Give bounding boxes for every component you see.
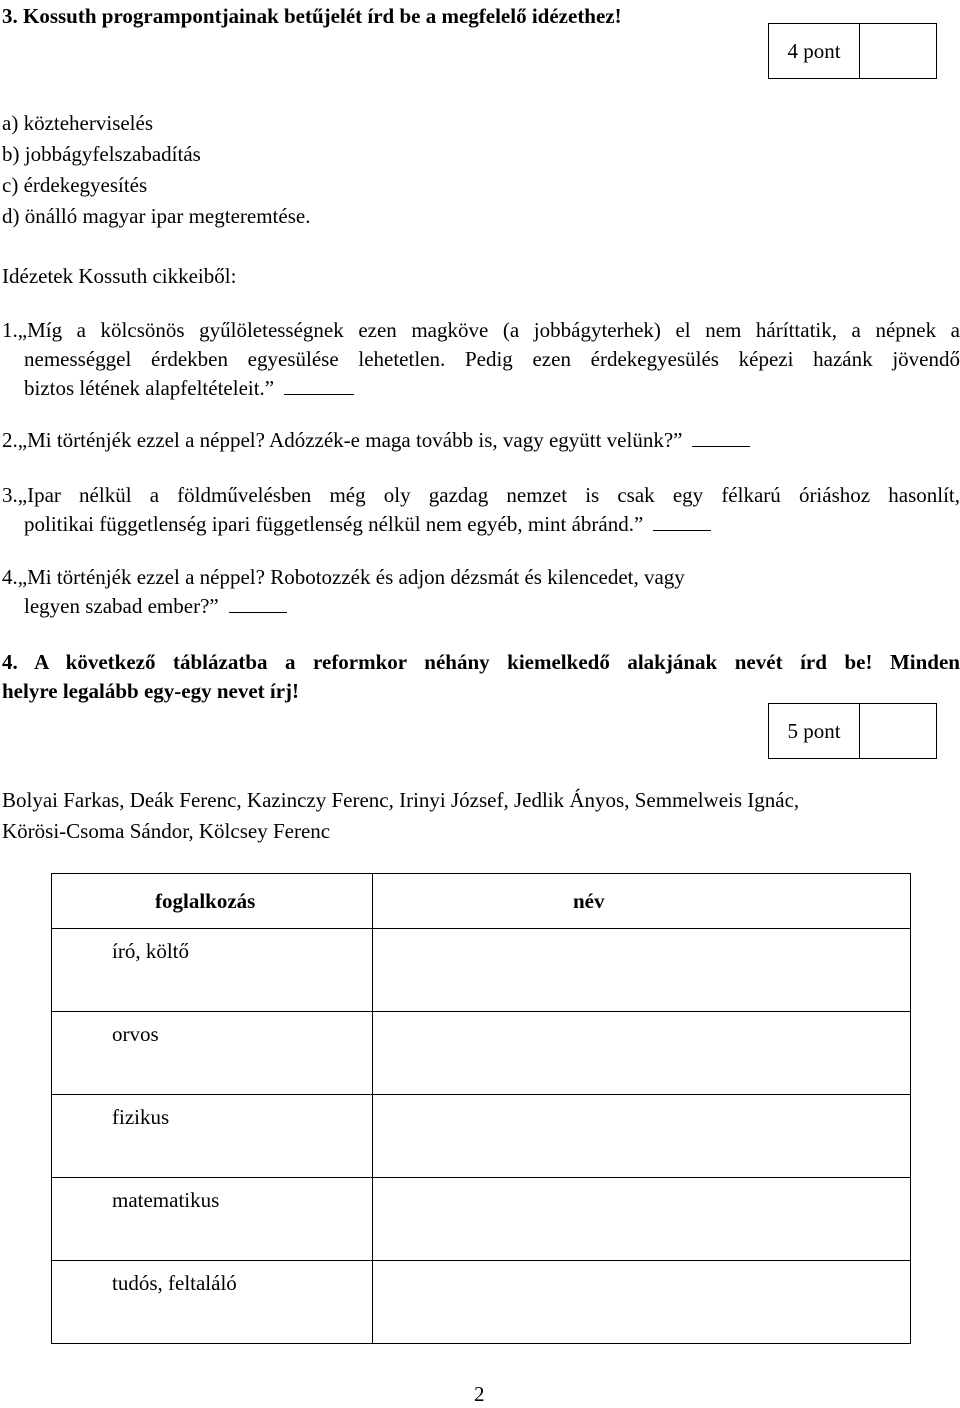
- table-header-occupation: foglalkozás: [52, 874, 373, 929]
- occupation-cell: fizikus: [52, 1095, 373, 1178]
- option-b: b) jobbágyfelszabadítás: [2, 142, 201, 166]
- task4-score-field[interactable]: [860, 704, 936, 758]
- quotes-heading: Idézetek Kossuth cikkeiből:: [2, 264, 237, 288]
- quote-3-line-2-text: politikai függetlenség ipari függetlenség nélkül nem egyéb, mint ábránd.”: [24, 512, 644, 536]
- table-row: [52, 1261, 911, 1344]
- task4-title-line-2: helyre legalább egy-egy nevet írj!: [2, 679, 300, 703]
- option-c: c) érdekegyesítés: [2, 173, 148, 197]
- name-answer-cell[interactable]: [373, 1012, 911, 1095]
- quote-4-line-1: 4.„Mi történjék ezzel a néppel? Robotozzék és adjon dézsmát és kilencedet, vagy: [2, 565, 685, 589]
- name-answer-cell[interactable]: [373, 1261, 911, 1344]
- persons-table: [51, 873, 911, 1344]
- table-header-row: [52, 874, 911, 929]
- name-answer-cell[interactable]: [373, 929, 911, 1012]
- quote-4-line-2-text: legyen szabad ember?”: [24, 594, 219, 618]
- occupation-cell: matematikus: [52, 1178, 373, 1261]
- occupation-cell: orvos: [52, 1012, 373, 1095]
- name-answer-cell[interactable]: [373, 1095, 911, 1178]
- quote-3: [2, 481, 960, 539]
- task3-options: [2, 108, 310, 232]
- page-number: 2: [474, 1382, 485, 1406]
- quote-1-line-1: 1.„Míg a kölcsönös gyűlöletességnek ezen magköve (a jobbágyterhek) el nem háríttatik, a népnek a: [2, 318, 960, 342]
- occupation-cell: tudós, feltaláló: [52, 1261, 373, 1344]
- option-a: a) közteherviselés: [2, 111, 154, 135]
- task4-score-box: [768, 703, 937, 759]
- table-row: [52, 1178, 911, 1261]
- table-row: [52, 1012, 911, 1095]
- table-header-name: név: [373, 874, 911, 929]
- task3-score-box: [768, 23, 937, 79]
- quote-1-line-2: nemességgel érdekben egyesülése lehetetlen. Pedig ezen érdekegyesülés képezi hazánk jövendő: [24, 347, 960, 371]
- quote-4: [2, 563, 685, 621]
- quote-1-line-3-text: biztos létének alapfeltételeit.”: [24, 376, 275, 400]
- task4-title-line-1: 4. A következő táblázatba a reformkor néhány kiemelkedő alakjának nevét írd be! Minden: [2, 650, 960, 674]
- option-d: d) önálló magyar ipar megteremtése.: [2, 204, 311, 228]
- quote-2-line: [2, 426, 750, 455]
- task3-points-label: 4 pont: [769, 24, 860, 78]
- names-list: [2, 785, 799, 847]
- quote-2: [2, 426, 750, 455]
- quote-4-line-2: [2, 592, 685, 621]
- task4-title: [2, 648, 960, 706]
- quote-1-line-3: [2, 374, 960, 403]
- quote-1-answer-blank[interactable]: [284, 393, 354, 395]
- table-row: [52, 929, 911, 1012]
- quote-3-line-2: [2, 510, 960, 539]
- quote-3-answer-blank[interactable]: [653, 529, 711, 531]
- quote-2-answer-blank[interactable]: [692, 445, 750, 447]
- names-list-line-1: Bolyai Farkas, Deák Ferenc, Kazinczy Ferenc, Irinyi József, Jedlik Ányos, Semmelweis Ignác,: [2, 788, 800, 812]
- quote-4-answer-blank[interactable]: [229, 611, 287, 613]
- task3-title: 3. Kossuth programpontjainak betűjelét írd be a megfelelő idézethez!: [2, 4, 622, 28]
- names-list-line-2: Körösi-Csoma Sándor, Kölcsey Ferenc: [2, 819, 331, 843]
- quote-2-text: 2.„Mi történjék ezzel a néppel? Adózzék-e maga tovább is, vagy együtt velünk?”: [2, 428, 683, 452]
- quote-1: [2, 316, 960, 403]
- quote-3-line-1: 3.„Ipar nélkül a földművelésben még oly gazdag nemzet is csak egy félkarú óriáshoz hasonlít,: [2, 483, 960, 507]
- task3-score-field[interactable]: [860, 24, 936, 78]
- occupation-cell: író, költő: [52, 929, 373, 1012]
- name-answer-cell[interactable]: [373, 1178, 911, 1261]
- task4-points-label: 5 pont: [769, 704, 860, 758]
- table-row: [52, 1095, 911, 1178]
